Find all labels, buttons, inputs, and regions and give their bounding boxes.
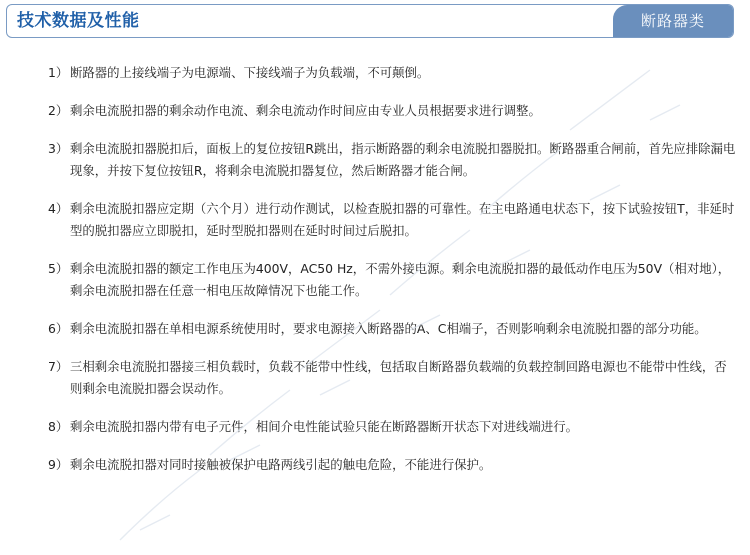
list-item	[48, 100, 738, 122]
list-item	[48, 318, 738, 340]
item-number: 1）	[48, 65, 69, 80]
list-item	[48, 198, 738, 242]
specification-list	[48, 62, 738, 492]
list-item	[48, 356, 738, 400]
section-header	[6, 4, 734, 38]
item-text: 三相剩余电流脱扣器接三相负载时，负载不能带中性线，包括取自断路器负载端的负载控制回路电源也不能带中性线，否则剩余电流脱扣器会误动作。	[70, 359, 727, 396]
item-number: 7）	[48, 359, 69, 374]
item-number: 6）	[48, 321, 69, 336]
item-text: 剩余电流脱扣器应定期（六个月）进行动作测试，以检查脱扣器的可靠性。在主电路通电状态下，按下试验按钮T，非延时型的脱扣器应立即脱扣，延时型脱扣器则在延时时间过后脱扣。	[70, 201, 735, 238]
list-item	[48, 416, 738, 438]
list-item	[48, 138, 738, 182]
section-title: 技术数据及性能	[17, 11, 140, 31]
list-item	[48, 62, 738, 84]
item-text: 剩余电流脱扣器在单相电源系统使用时，要求电源接入断路器的A、C相端子，否则影响剩余电流脱扣器的部分功能。	[70, 321, 707, 336]
item-number: 8）	[48, 419, 69, 434]
item-number: 2）	[48, 103, 69, 118]
item-number: 4）	[48, 201, 69, 216]
category-tab: 断路器类	[613, 5, 733, 37]
item-number: 3）	[48, 141, 69, 156]
item-text: 剩余电流脱扣器内带有电子元件，相间介电性能试验只能在断路器断开状态下对进线端进行。	[70, 419, 579, 434]
list-item	[48, 454, 738, 476]
item-text: 剩余电流脱扣器的额定工作电压为400V，AC50 Hz，不需外接电源。剩余电流脱扣器的最低动作电压为50V（相对地），剩余电流脱扣器在任意一相电压故障情况下也能工作。	[70, 261, 731, 298]
item-text: 断路器的上接线端子为电源端、下接线端子为负载端，不可颠倒。	[70, 65, 430, 80]
item-text: 剩余电流脱扣器脱扣后，面板上的复位按钮R跳出，指示断路器的剩余电流脱扣器脱扣。断路器重合闸前，首先应排除漏电现象，并按下复位按钮R，将剩余电流脱扣器复位，然后断路器才能合闸。	[70, 141, 736, 178]
item-text: 剩余电流脱扣器的剩余动作电流、剩余电流动作时间应由专业人员根据要求进行调整。	[70, 103, 541, 118]
list-item	[48, 258, 738, 302]
item-number: 9）	[48, 457, 69, 472]
item-text: 剩余电流脱扣器对同时接触被保护电路两线引起的触电危险，不能进行保护。	[70, 457, 492, 472]
item-number: 5）	[48, 261, 69, 276]
